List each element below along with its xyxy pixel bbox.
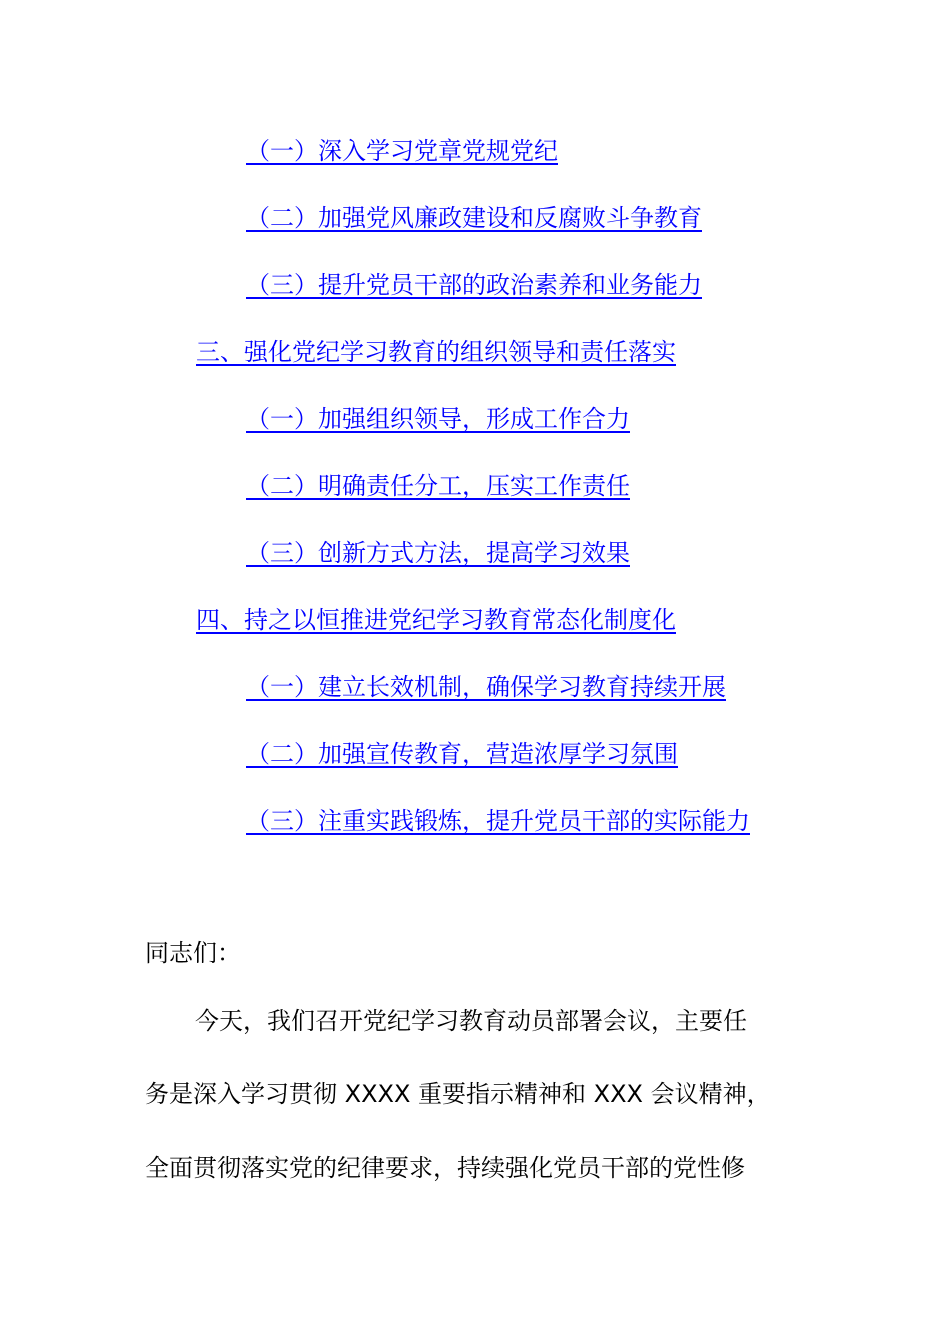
toc-link-3-2[interactable]: （二）明确责任分工，压实工作责任 (246, 472, 630, 500)
toc-link-1-2[interactable]: （二）加强党风廉政建设和反腐败斗争教育 (246, 204, 702, 232)
toc-link-3-1[interactable]: （一）加强组织领导，形成工作合力 (246, 405, 630, 433)
toc-link-4-1[interactable]: （一）建立长效机制，确保学习教育持续开展 (246, 673, 726, 701)
paragraph-line-1: 今天，我们召开党纪学习教育动员部署会议，主要任 (195, 1007, 747, 1035)
toc-link-3-3[interactable]: （三）创新方式方法，提高学习效果 (246, 539, 630, 567)
toc-link-4-3[interactable]: （三）注重实践锻炼，提升党员干部的实际能力 (246, 807, 750, 835)
toc-link-section-3[interactable]: 三、强化党纪学习教育的组织领导和责任落实 (196, 338, 676, 366)
salutation: 同志们： (145, 939, 241, 967)
toc-link-4-2[interactable]: （二）加强宣传教育，营造浓厚学习氛围 (246, 740, 678, 768)
toc-link-1-1[interactable]: （一）深入学习党章党规党纪 (246, 137, 558, 165)
toc-link-1-3[interactable]: （三）提升党员干部的政治素养和业务能力 (246, 271, 702, 299)
paragraph-line-2: 务是深入学习贯彻 XXXX 重要指示精神和 XXX 会议精神， (145, 1080, 771, 1108)
paragraph-line-3: 全面贯彻落实党的纪律要求，持续强化党员干部的党性修 (145, 1154, 745, 1182)
toc-link-section-4[interactable]: 四、持之以恒推进党纪学习教育常态化制度化 (196, 606, 676, 634)
